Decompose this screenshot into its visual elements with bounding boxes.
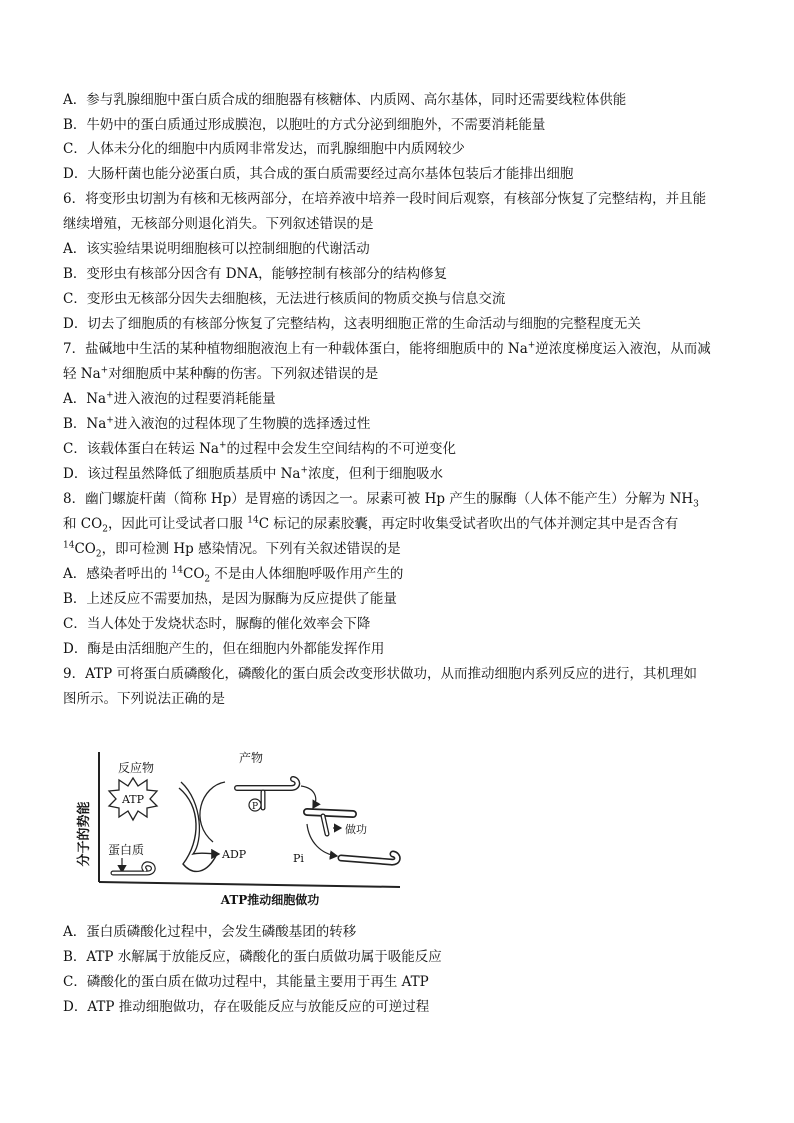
q7-option-b: B．Na+进入液泡的过程体现了生物膜的选择透过性: [63, 415, 371, 432]
product-arrow: [200, 782, 225, 842]
reactant-label: 反应物: [118, 761, 155, 775]
q7-option-a: A．Na+进入液泡的过程要消耗能量: [63, 390, 276, 407]
q7-stem-line-1: 7．盐碱地中生活的某种植物细胞液泡上有一种载体蛋白，能将细胞质中的 Na+逆浓度梯度运入液泡，从而减: [63, 340, 711, 357]
q7-option-d: D．该过程虽然降低了细胞质基质中 Na+浓度，但利于细胞吸水: [63, 465, 444, 482]
product-to-work-arrow: [301, 786, 316, 808]
y-axis-label: 分子的势能: [77, 801, 92, 867]
protein-shape: [113, 864, 153, 873]
q6-stem-line-2: 继续增殖，无核部分则退化消失。下列叙述错误的是: [63, 216, 374, 232]
q9-option-b: B．ATP 水解属于放能反应，磷酸化的蛋白质做功属于吸能反应: [63, 949, 442, 965]
pi-label: Pi: [293, 852, 304, 865]
phosphate-label: P: [251, 802, 259, 812]
pi-arrow: [307, 824, 337, 856]
q5-option-c: C．人体未分化的细胞中内质网非常发达，而乳腺细胞中内质网较少: [63, 141, 465, 157]
atp-to-adp-arrow: [179, 788, 217, 871]
q6-option-a: A．该实验结果说明细胞核可以控制细胞的代谢活动: [63, 241, 370, 257]
q6-option-b: B．变形虫有核部分因含有 DNA，能够控制有核部分的结构修复: [63, 266, 448, 282]
q7-option-c: C．该载体蛋白在转运 Na+的过程中会发生空间结构的不可逆变化: [63, 440, 457, 457]
atp-work-diagram: [75, 742, 410, 910]
q5-option-d: D．大肠杆菌也能分泌蛋白质，其合成的蛋白质需要经过高尔基体包装后才能排出细胞: [63, 166, 574, 182]
protein-label: 蛋白质: [108, 843, 145, 857]
q8-stem-line-2: 和 $CO_2$，因此可让受试者口服 $^{14}$C 标记的尿素胶囊，再定时收集受试者吹出的气体并测定其中是否含有: [63, 515, 679, 535]
q9-option-d: D．ATP 推动细胞做功，存在吸能反应与放能反应的可逆过程: [63, 999, 430, 1015]
adp-label: ADP: [222, 848, 247, 861]
q8-stem-line-3: $^{14}CO_2$，即可检测 Hp 感染情况。下列有关叙述错误的是: [63, 540, 401, 560]
q9-option-c: C．磷酸化的蛋白质在做功过程中，其能量主要用于再生 ATP: [63, 974, 429, 990]
q6-stem-line-1: 6．将变形虫切割为有核和无核两部分，在培养液中培养一段时间后观察，有核部分恢复了完整结构，并且能: [63, 191, 707, 207]
work-label: 做功: [345, 823, 367, 836]
q8-stem-line-1: 8．幽门螺旋杆菌（简称 Hp）是胃癌的诱因之一。尿素可被 Hp 产生的脲酶（人体不能产生）分解为 $NH_3$: [63, 491, 699, 510]
atp-label: ATP: [121, 793, 145, 806]
q6-option-d: D．切去了细胞质的有核部分恢复了完整结构，这表明细胞正常的生命活动与细胞的完整程度无关: [63, 316, 641, 332]
q9-stem-line-2: 图所示。下列说法正确的是: [63, 691, 225, 707]
q9-stem-line-1: 9．ATP 可将蛋白质磷酸化，磷酸化的蛋白质会改变形状做功，从而推动细胞内系列反应的进行，其机理如: [63, 666, 697, 682]
q6-option-c: C．变形虫无核部分因失去细胞核，无法进行核质间的物质交换与信息交流: [63, 291, 506, 307]
q5-option-b: B．牛奶中的蛋白质通过形成膜泡，以胞吐的方式分泌到细胞外，不需要消耗能量: [63, 117, 546, 133]
q8-option-c: C．当人体处于发烧状态时，脲酶的催化效率会下降: [63, 616, 371, 632]
x-axis-label: ATP推动细胞做功: [220, 893, 320, 907]
q5-option-a: A．参与乳腺细胞中蛋白质合成的细胞器有核糖体、内质网、高尔基体，同时还需要线粒体供能: [63, 92, 627, 108]
q7-stem-line-2: 轻 Na+对细胞质中某种酶的伤害。下列叙述错误的是: [63, 365, 379, 382]
q8-option-b: B．上述反应不需要加热，是因为脲酶为反应提供了能量: [63, 591, 397, 607]
q9-option-a: A．蛋白质磷酸化过程中，会发生磷酸基团的转移: [63, 924, 357, 940]
q8-option-a: A．感染者呼出的 $^{14}CO_2$ 不是由人体细胞呼吸作用产生的: [63, 565, 404, 585]
q8-option-d: D．酶是由活细胞产生的，但在细胞内外都能发挥作用: [63, 641, 385, 657]
product-label: 产物: [239, 751, 264, 765]
